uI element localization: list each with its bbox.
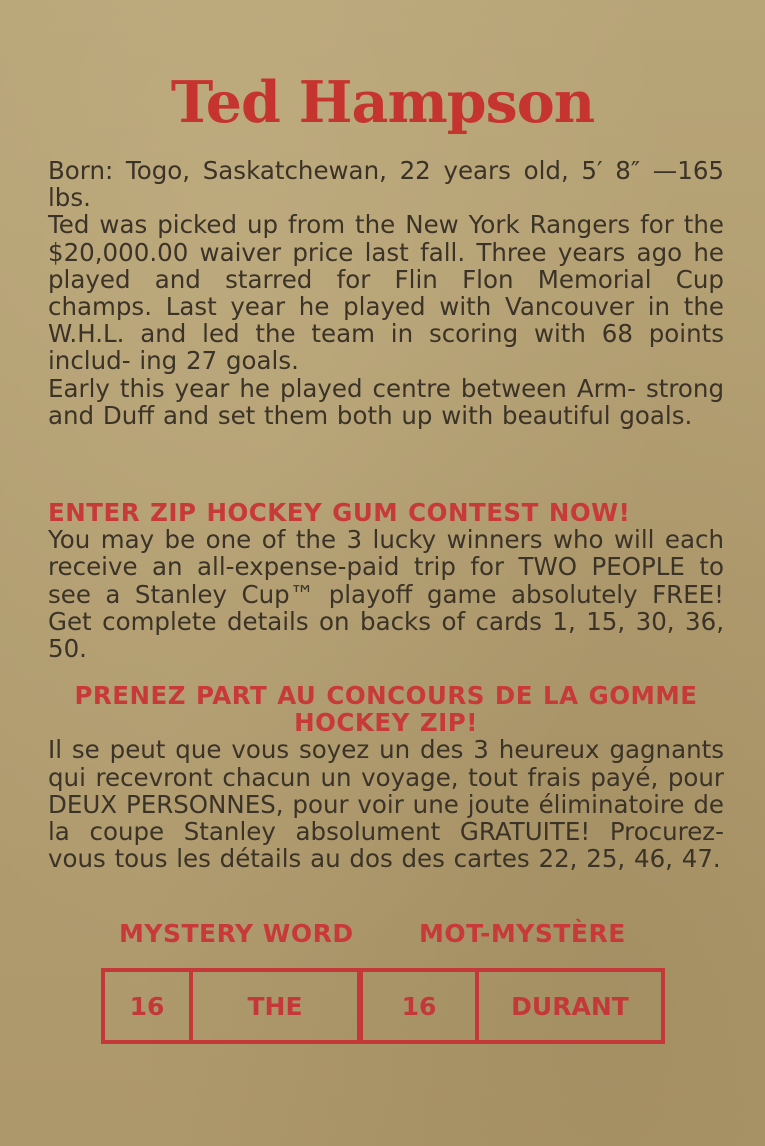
player-name: Ted Hampson	[170, 69, 595, 136]
contest-english-text: You may be one of the 3 lucky winners who will each receive an all-expense-paid trip for TWO PEOPLE to see a Stanley Cup™ playoff game absolutely FREE! Get complete details on backs of cards 1, 15, 30, 36, 50.	[48, 525, 724, 664]
contest-english-heading: ENTER ZIP HOCKEY GUM CONTEST NOW!	[48, 498, 631, 527]
mystery-word-french: DURANT	[511, 991, 629, 1021]
mystery-word-box	[101, 968, 665, 1044]
player-bio	[48, 157, 724, 429]
mystery-word-labels	[0, 919, 765, 953]
mystery-number-english: 16	[105, 972, 193, 1040]
mystery-number-french: 16	[363, 972, 479, 1040]
mystery-word-label-english: MYSTERY WORD	[119, 919, 354, 948]
contest-french-text: Il se peut que vous soyez un des 3 heureux gagnants qui recevront chacun un voyage, tout frais payé, pour DEUX PERSONNES, pour voir une joute éliminatoire de la coupe Stanley absolument GRATUITE! Procurez-vous tous les détails au dos des cartes 22, 25, 46, 47.	[48, 735, 724, 874]
contest-english	[48, 499, 724, 662]
mystery-word-label-french: MOT-MYSTÈRE	[419, 919, 626, 948]
bio-birth-line: Born: Togo, Saskatchewan, 22 years old, 5′ 8″ —165 lbs.	[48, 156, 724, 213]
mystery-word-english: THE	[193, 972, 363, 1040]
contest-french-heading: PRENEZ PART AU CONCOURS DE LA GOMME HOCKEY ZIP!	[74, 681, 698, 738]
contest-french	[48, 682, 724, 872]
bio-career-paragraph: Ted was picked up from the New York Rangers for the $20,000.00 waiver price last fall. Three years ago he played and starred for Flin Flon Memorial Cup champs. Last year he played with Vancouver in the W.H.L. and led the team in scoring with 68 points includ- ing 27 goals.	[48, 210, 724, 376]
bio-season-paragraph: Early this year he played centre between Arm- strong and Duff and set them both up with beautiful goals.	[48, 373, 724, 430]
